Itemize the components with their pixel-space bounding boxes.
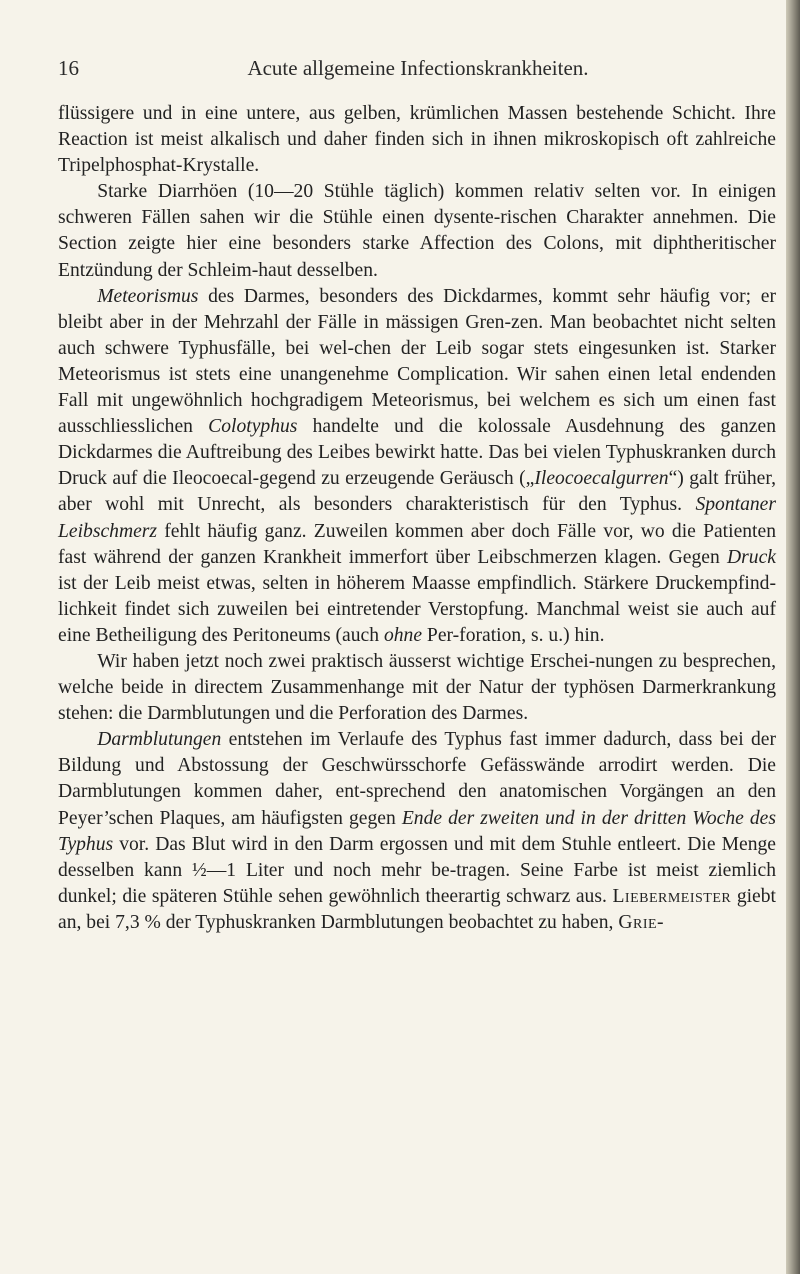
text-run: ist der Leib meist etwas, selten in höherem Maasse empfindlich. Stärkere Druckempfind-lichkeit findet sich zuweilen bei eintretender Verstopfung. Manchmal weist sie auch auf eine Betheiligung des Peritoneums (auch: [58, 572, 776, 646]
text-run: Wir haben jetzt noch zwei praktisch äusserst wichtige Erschei-nungen zu besprechen, welche beide in directem Zusammenhange mit der Natur der typhösen Darmerkrankung stehen: die Darmblutungen und die Perforation des Darmes.: [58, 650, 776, 725]
italic-term: Druck: [727, 546, 776, 568]
page-header: [58, 56, 768, 86]
text-run: vor. Das Blut wird in den Darm ergossen und mit dem Stuhle entleert. Die Menge desselben kann ½—1 Liter und noch mehr be-tragen. Seine Farbe ist meist ziemlich dunkel; die späteren Stühle sehen gewöhnlich theerartig schwarz aus.: [58, 833, 776, 907]
author-name: Liebermeister: [612, 885, 732, 907]
text-run: “) galt früher, aber wohl mit Unrecht, als besonders charakteristisch für den Typhus.: [58, 468, 776, 516]
paragraph: [58, 284, 776, 649]
text-run: Starke Diarrhöen (10—20 Stühle täglich) kommen relativ selten vor. In einigen schweren Fällen sahen wir die Stühle einen dysente-rischen Charakter annehmen. Die Section zeigte hier eine besonders starke Affection des Colons, mit diphtheritischer Entzündung der Schleim-haut desselben.: [58, 181, 776, 281]
paragraph: [58, 101, 776, 179]
paragraph: [58, 179, 776, 283]
text-run: handelte und die kolossale Ausdehnung des ganzen Dickdarmes die Auftreibung des Leibes bewirkt hatte. Das bei vielen Typhuskranken durch Druck auf die Ileocoecal-gegend zu erzeugende Geräusch („: [58, 416, 776, 490]
paragraph: [58, 727, 776, 936]
italic-term: Colotyphus: [208, 416, 298, 438]
italic-term: Meteorismus: [97, 285, 199, 307]
text-run: flüssigere und in eine untere, aus gelben, krümlichen Massen bestehende Schicht. Ihre Reaction ist meist alkalisch und daher finden sich in ihnen mikroskopisch oft zahlreiche Tripelphosphat-Krystalle.: [58, 103, 776, 177]
paragraph: [58, 649, 776, 727]
text-run: Per-foration, s. u.) hin.: [422, 624, 605, 646]
text-run: giebt an, bei 7,3 % der Typhuskranken Darmblutungen beobachtet zu haben,: [58, 885, 776, 933]
body-text: [58, 101, 776, 936]
author-name: Grie-: [618, 911, 665, 933]
text-run: entstehen im Verlaufe des Typhus fast immer dadurch, dass bei der Bildung und Abstossung der Geschwürsschorfe Gefässwände arrodirt werden. Die Darmblutungen kommen daher, ent-sprechend den anatomischen Vorgängen an den Peyer’schen Plaques, am häufigsten gegen: [58, 729, 776, 829]
text-run: fehlt häufig ganz. Zuweilen kommen aber doch Fälle vor, wo die Patienten fast während der ganzen Krankheit immerfort über Leibschmerzen klagen. Gegen: [58, 520, 776, 568]
italic-term: Ileocoecalgurren: [534, 468, 669, 490]
italic-term: ohne: [383, 624, 423, 646]
italic-term: Darmblutungen: [97, 729, 222, 751]
page-number: 16: [58, 56, 79, 80]
text-run: des Darmes, besonders des Dickdarmes, kommt sehr häufig vor; er bleibt aber in der Mehrzahl der Fälle in mässigen Gren-zen. Man beobachtet nicht selten auch schwere Typhusfälle, bei wel-chen der Leib sogar stets eingesunken ist. Starker Meteorismus ist stets eine unangenehme Complication. Wir sahen einen letal endenden Fall mit ungewöhnlich hochgradigem Meteorismus, bei welchem es sich um einen fast ausschliesslichen: [58, 285, 776, 438]
italic-term: Ende der zweiten und in der dritten Woche des Typhus: [58, 807, 776, 855]
italic-term: Spontaner Leibschmerz: [58, 494, 776, 542]
running-title: Acute allgemeine Infectionskrankheiten.: [247, 56, 589, 80]
book-spine-edge: [786, 0, 800, 1274]
